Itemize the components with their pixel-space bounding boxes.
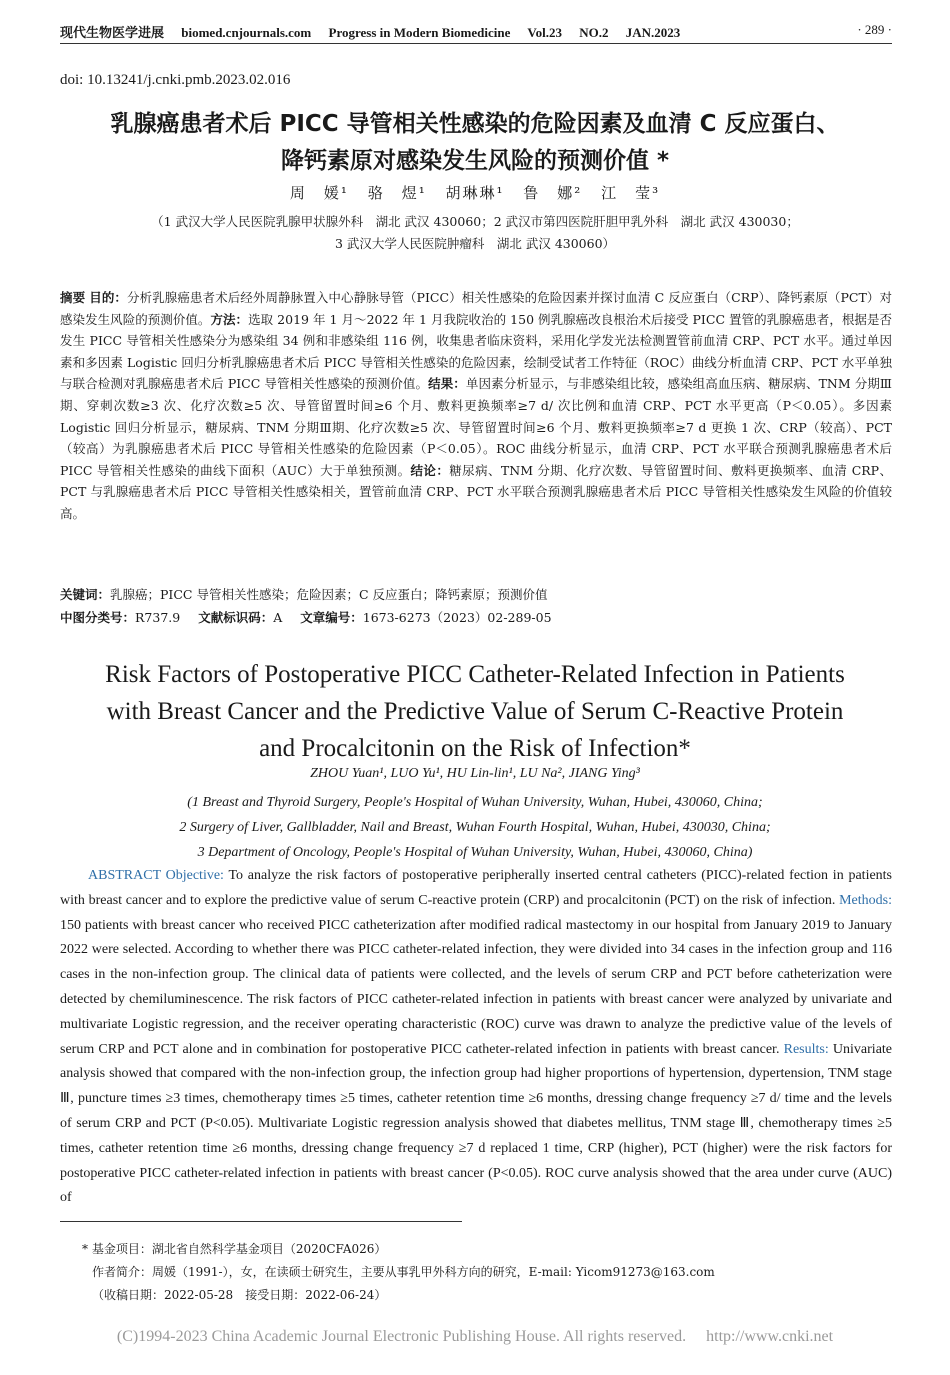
- author-name: 骆 煜¹: [367, 184, 427, 202]
- english-title-line: with Breast Cancer and the Predictive Value of Serum C-Reactive Protein: [106, 698, 844, 725]
- received-dates-note: （收稿日期：2022-05-28 接受日期：2022-06-24）: [92, 1288, 387, 1302]
- clc-value: R737.9: [135, 609, 181, 625]
- results-label: 结果：: [428, 376, 466, 392]
- article-no-label: 文章编号：: [300, 609, 363, 625]
- affiliation-line: (1 Breast and Thyroid Surgery, People's Hospital of Wuhan University, Wuhan, Hubei, 430060, China;: [187, 795, 763, 810]
- footnotes: [82, 1238, 882, 1307]
- journal-name-cn: 现代生物医学进展: [60, 25, 165, 40]
- affiliation-line: 3 武汉大学人民医院肿瘤科 湖北 武汉 430060）: [334, 236, 616, 251]
- en-results-label: Results:: [783, 1041, 829, 1057]
- objective-label: 目的：: [89, 290, 128, 305]
- fund-note: * 基金项目：湖北省自然科学基金项目（2020CFA026）: [82, 1242, 387, 1256]
- page-number: · 289 ·: [857, 22, 892, 37]
- author-name: 胡琳琳¹: [445, 184, 505, 202]
- objective-text: 分析乳腺癌患者术后经外周静脉置入中心静脉导管（PICC）相关性感染的危险因素并探讨血清 C 反应蛋白（CRP）、降钙素原（PCT）对感染发生风险的预测价值。: [60, 290, 892, 327]
- journal-date: JAN.2023: [625, 25, 681, 40]
- chinese-authors: [40, 182, 910, 203]
- journal-volume: Vol.23: [527, 25, 562, 40]
- chinese-abstract: [60, 287, 892, 525]
- author-name: 江 莹³: [601, 184, 661, 202]
- english-abstract: [60, 864, 892, 1211]
- conclusion-text: 糖尿病、TNM 分期、化疗次数、导管留置时间、敷料更换频率、血清 CRP、PCT 与乳腺癌患者术后 PICC 导管相关性感染相关，置管前血清 CRP、PCT 水平联合预测乳腺癌患者术后 PICC 导管相关性感染发生风险的价值较高。: [60, 462, 892, 521]
- en-methods-label: Methods:: [839, 892, 892, 908]
- doc-code-value: A: [273, 609, 283, 625]
- english-affiliations: [40, 790, 910, 866]
- en-objective-text: To analyze the risk factors of postoperative peripherally inserted central catheters (PICC)-related fection in patients with breast cancer and to explore the predictive value of serum C-reactive protein (CRP) and procalcitonin (PCT) on the risk of infection.: [60, 868, 893, 908]
- doc-code-label: 文献标识码：: [198, 609, 274, 625]
- author-name: 周 媛¹: [289, 184, 349, 202]
- affiliation-line: 3 Department of Oncology, People's Hospital of Wuhan University, Wuhan, Hubei, 430060, China): [197, 845, 753, 861]
- affiliation-line: （1 武汉大学人民医院乳腺甲状腺外科 湖北 武汉 430060；2 武汉市第四医院肝胆甲乳外科 湖北 武汉 430030；: [151, 214, 799, 229]
- chinese-metadata: [60, 584, 892, 629]
- header-divider: [60, 43, 892, 44]
- author-bio-note: 作者简介：周媛（1991-），女，在读硕士研究生，主要从事乳甲外科方向的研究，E-mail: Yicom91273@163.com: [92, 1265, 715, 1279]
- doi-link[interactable]: doi: 10.13241/j.cnki.pmb.2023.02.016: [60, 72, 291, 88]
- en-results-text: Univariate analysis showed that compared with the non-infection group, the infection group had higher proportions of hypertension, dypertension, TNM stage Ⅲ, puncture times ≥3 times, chemotherapy times ≥5 times, catheter retention time ≥6 months, dressing change frequency ≥7 d/ time and the levels of serum CRP and PCT (P<0.05). Multivariate Logistic regression analysis showed that diabetes mellitus, TNM stage Ⅲ, chemotherapy times ≥5 times, catheter retention time ≥6 months, dressing change frequency ≥7 d replaced 1 time, CRP (higher), PCT (higher) were the risk factors for postoperative PICC catheter-related infection in patients with breast cancer (P<0.05). ROC curve analysis showed that the area under curve (AUC) of: [60, 1041, 893, 1206]
- copyright-watermark: (C)1994-2023 China Academic Journal Electronic Publishing House. All rights reserved. http://www.cnki.net: [116, 1328, 834, 1345]
- results-text: 单因素分析显示，与非感染组比较，感染组高血压病、糖尿病、TNM 分期Ⅲ期、穿刺次数≥3 次、化疗次数≥5 次、导管留置时间≥6 个月、敷料更换频率≥7 d/ 次比例和血清 CRP、PCT 水平更高（P＜0.05）。多因素 Logistic 回归分析显示，糖尿病、TNM 分期Ⅲ期、化疗次数≥5 次、导管留置时间≥6 个月、敷料更换频率≥7 d 更换 1 次、CRP（较高）、PCT（较高）为乳腺癌患者术后 PICC 导管相关性感染的危险因素（P＜0.05）。ROC 曲线分析显示，血清 CRP、PCT 水平联合预测乳腺癌患者术后 PICC 导管相关性感染的曲线下面积（AUC）大于单独预测。: [60, 376, 892, 478]
- classification-row: [60, 607, 892, 630]
- en-objective-label: ABSTRACT Objective:: [88, 868, 224, 883]
- keywords-label: 关键词：: [60, 587, 111, 602]
- journal-issue: NO.2: [579, 25, 609, 40]
- chinese-title-line: 降钙素原对感染发生风险的预测价值 *: [280, 148, 670, 174]
- conclusion-label: 结论：: [410, 462, 450, 478]
- affiliation-line: 2 Surgery of Liver, Gallbladder, Nail and Breast, Wuhan Fourth Hospital, Wuhan, Hubei, 430030, China;: [179, 820, 771, 836]
- english-authors: ZHOU Yuan¹, LUO Yu¹, HU Lin-lin¹, LU Na², JIANG Ying³: [310, 766, 640, 781]
- footnote-divider: [60, 1221, 462, 1222]
- methods-text: 选取 2019 年 1 月～2022 年 1 月我院收治的 150 例乳腺癌改良根治术后接受 PICC 置管的乳腺癌患者，根据是否发生 PICC 导管相关性感染分为感染组 34 例和非感染组 116 例，收集患者临床资料，采用化学发光法检测置管前血清 CRP、PCT 水平。通过单因素和多因素 Logistic 回归分析乳腺癌患者术后 PICC 导管相关性感染的危险因素，绘制受试者工作特征（ROC）曲线分析血清 CRP、PCT 水平单独与联合检测对乳腺癌患者术后 PICC 导管相关性感染的预测价值。: [60, 311, 892, 392]
- keywords-text: 乳腺癌；PICC 导管相关性感染；危险因素；C 反应蛋白；降钙素原；预测价值: [110, 587, 548, 602]
- english-title-line: and Procalcitonin on the Risk of Infection*: [259, 735, 691, 762]
- english-title: [40, 656, 910, 767]
- chinese-affiliations: [40, 211, 910, 255]
- journal-website: biomed.cnjournals.com: [181, 25, 312, 40]
- en-methods-text: 150 patients with breast cancer who received PICC catheterization after modified radical mastectomy in our hospital from January 2019 to January 2022 were selected. According to whether there was PICC catheter-related infection, they were divided into 34 cases in the infection group and 116 cases in the non-infection group. The clinical data of patients were collected, and the levels of serum CRP and PCT before catheterization were detected by chemiluminescence. The risk factors of PICC catheter-related infection in patients with breast cancer were analyzed by univariate and multivariate Logistic regression, and the receiver operating characteristic (ROC) curve was drawn to analyze the predictive value of the levels of serum CRP and PCT alone and in combination for postoperative PICC catheter-related infection in patients with breast cancer.: [60, 917, 892, 1057]
- journal-name-en: Progress in Modern Biomedicine: [328, 25, 511, 40]
- chinese-title: [40, 106, 910, 180]
- methods-label: 方法：: [210, 311, 249, 327]
- abstract-label: 摘要: [60, 290, 86, 305]
- english-title-line: Risk Factors of Postoperative PICC Catheter-Related Infection in Patients: [105, 661, 845, 688]
- chinese-title-line: 乳腺癌患者术后 PICC 导管相关性感染的危险因素及血清 C 反应蛋白、: [110, 111, 840, 137]
- article-no-value: 1673-6273（2023）02-289-05: [362, 609, 552, 625]
- author-name: 鲁 娜²: [523, 184, 583, 202]
- clc-label: 中图分类号：: [60, 609, 136, 625]
- keywords-row: [60, 584, 892, 607]
- running-header: [60, 22, 892, 41]
